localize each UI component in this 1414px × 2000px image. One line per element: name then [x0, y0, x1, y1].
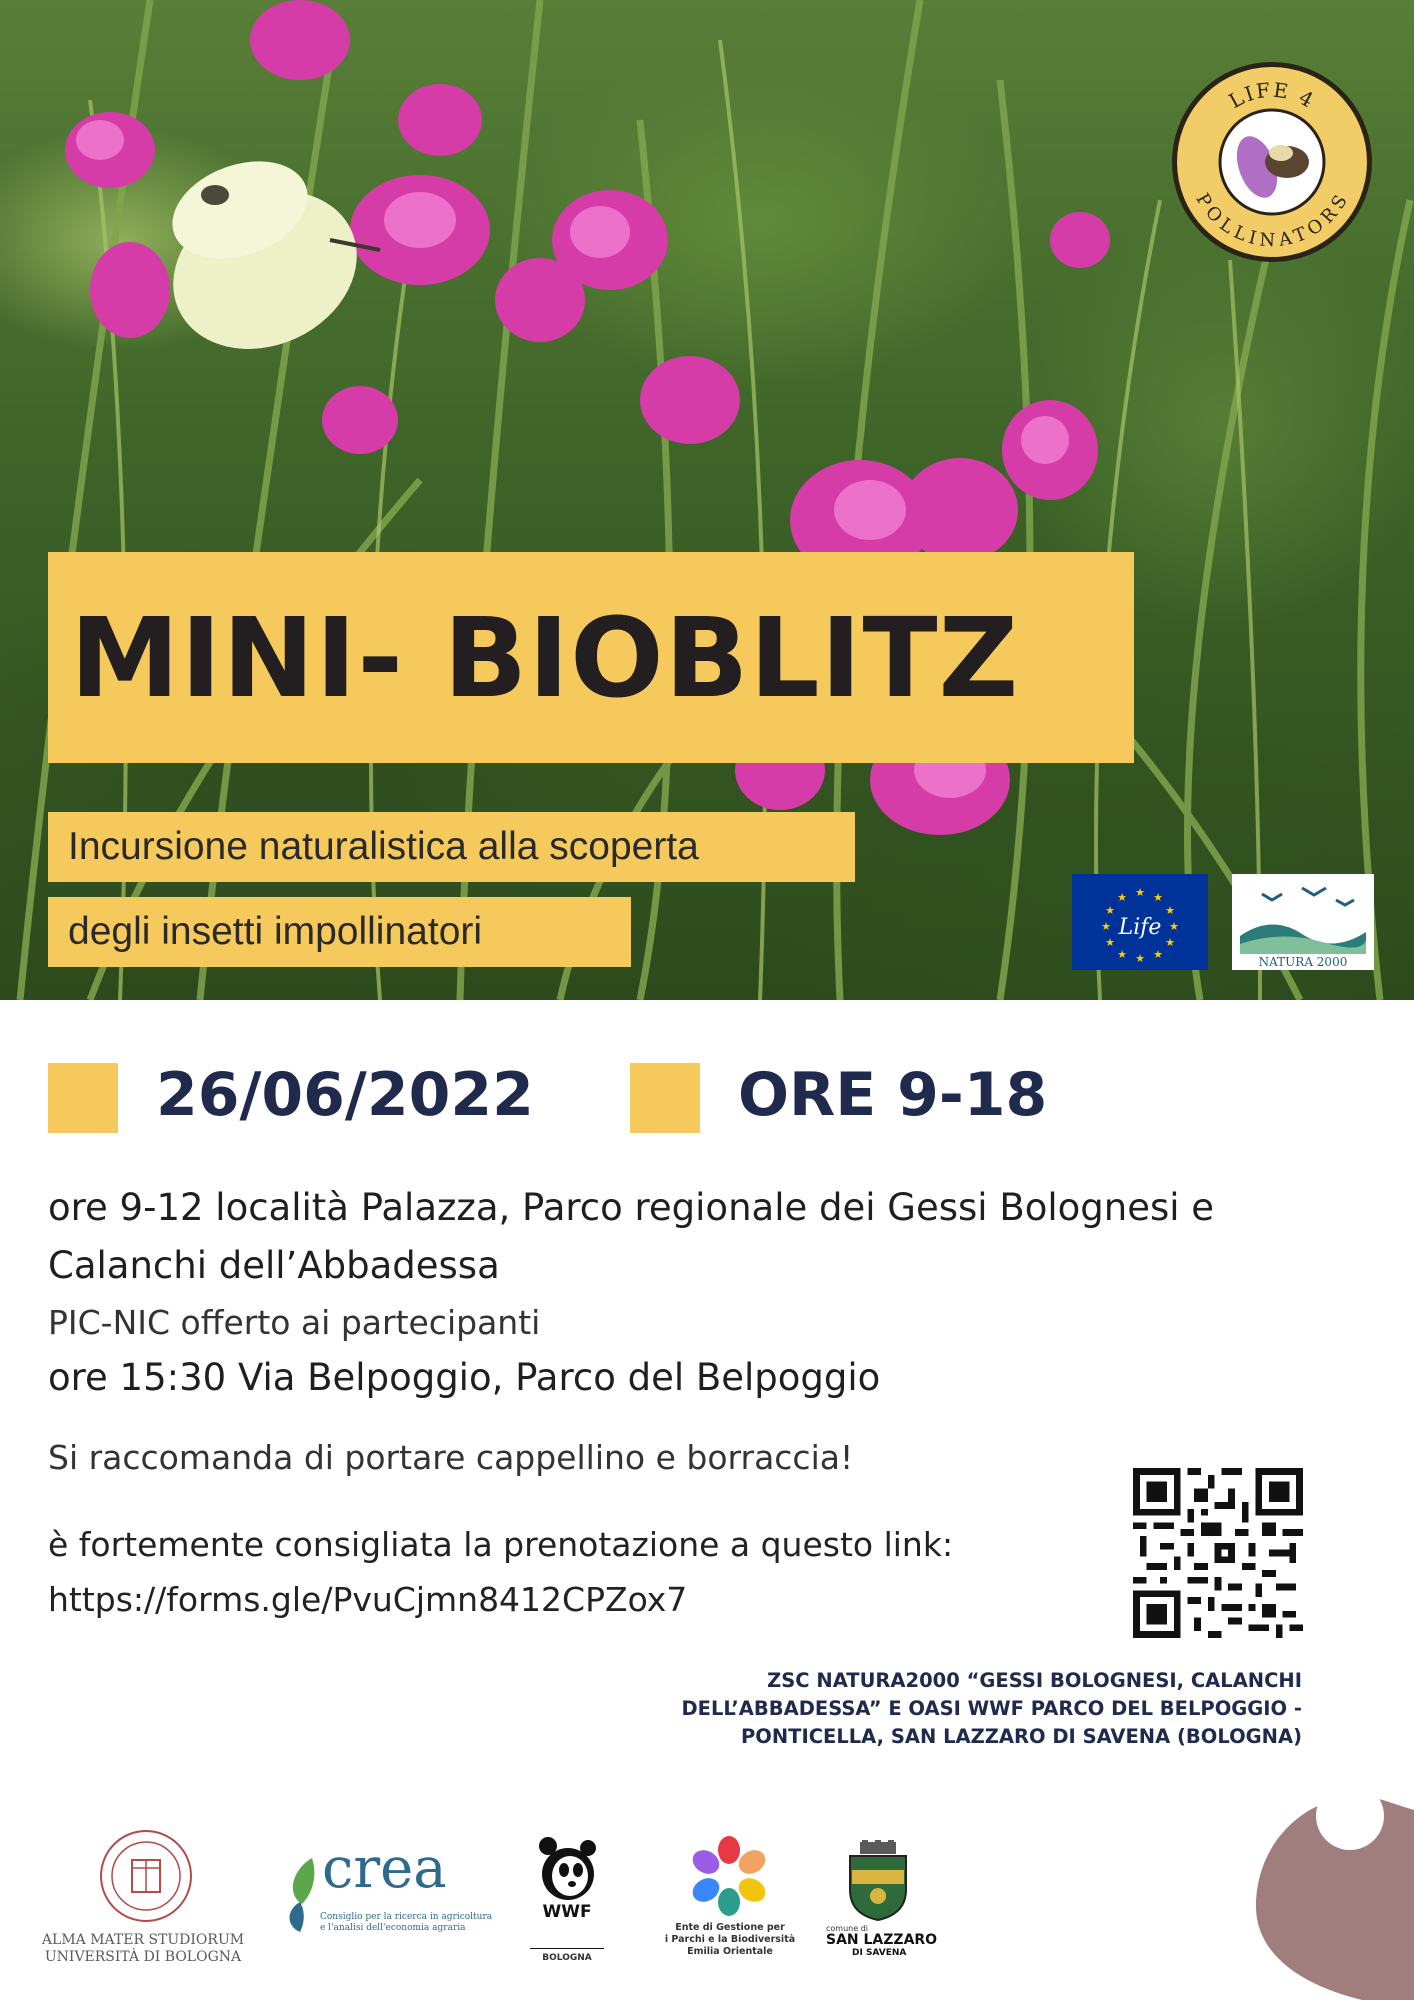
svg-text:★: ★	[1165, 936, 1175, 949]
subtitle-line-2: degli insetti impollinatori	[48, 897, 631, 967]
hours-marker	[630, 1063, 700, 1133]
svg-text:★: ★	[1153, 948, 1163, 961]
eu-life-logo	[1072, 874, 1208, 970]
qr-code[interactable]	[1133, 1468, 1303, 1638]
unibo-seal-icon	[98, 1828, 194, 1924]
subtitle-line-1: Incursione naturalistica alla scoperta	[48, 812, 855, 882]
location-line-1: ZSC NATURA2000 “GESSI BOLOGNESI, CALANCHI	[767, 1669, 1302, 1692]
crea-caption: Consiglio per la ricerca in agricoltura e l'analisi dell'economia agraria	[320, 1912, 493, 1933]
svg-text:★: ★	[1153, 891, 1163, 904]
svg-text:★: ★	[1101, 920, 1111, 933]
parchi-flower-icon	[684, 1834, 774, 1918]
morning-schedule-line-2: Calanchi dell’Abbadessa	[48, 1244, 500, 1287]
svg-text:★: ★	[1117, 891, 1127, 904]
life4pollinators-logo	[1172, 62, 1372, 262]
location-description	[602, 1667, 1302, 1751]
svg-text:★: ★	[1165, 904, 1175, 917]
svg-text:★: ★	[1135, 952, 1145, 965]
butterfly-shape	[147, 144, 383, 378]
san-lazzaro-crest-icon	[838, 1840, 918, 1922]
svg-text:Life: Life	[1118, 915, 1162, 940]
svg-text:LIFE 4: LIFE 4	[1224, 77, 1320, 114]
san-lazzaro-small: comune di	[826, 1924, 868, 1933]
natura2000-logo	[1232, 874, 1374, 970]
unibo-caption: ALMA MATER STUDIORUM UNIVERSITÀ DI BOLOGNA	[41, 1932, 245, 1965]
wwf-city: BOLOGNA	[530, 1948, 604, 1963]
booking-text: è fortemente consigliata la prenotazione a questo link:	[48, 1525, 954, 1564]
parchi-caption: Ente di Gestione per i Parchi e la Biodiversità Emilia Orientale	[664, 1922, 796, 1957]
crea-logo-text: crea	[322, 1836, 447, 1901]
afternoon-schedule: ore 15:30 Via Belpoggio, Parco del Belpoggio	[48, 1356, 881, 1399]
svg-text:★: ★	[1105, 904, 1115, 917]
date-marker	[48, 1063, 118, 1133]
recommendation-note: Si raccomanda di portare cappellino e borraccia!	[48, 1438, 854, 1477]
wwf-panda-icon	[532, 1836, 602, 1902]
svg-text:★: ★	[1105, 936, 1115, 949]
event-hours: ORE 9-18	[738, 1060, 1048, 1130]
booking-link[interactable]: https://forms.gle/PvuCjmn8412CPZox7	[48, 1580, 688, 1619]
svg-text:NATURA 2000: NATURA 2000	[1258, 955, 1348, 969]
picnic-note: PIC-NIC offerto ai partecipanti	[48, 1303, 541, 1342]
map-pin-icon	[1244, 1716, 1414, 2000]
title-banner	[48, 552, 1134, 763]
san-lazzaro-name: SAN LAZZARO	[826, 1932, 938, 1948]
location-line-2: DELL’ABBADESSA” E OASI WWF PARCO DEL BELPOGGIO -	[681, 1697, 1302, 1720]
svg-text:★: ★	[1117, 948, 1127, 961]
svg-text:POLLINATORS: POLLINATORS	[1191, 189, 1353, 252]
svg-text:★: ★	[1135, 886, 1145, 899]
morning-schedule-line-1: ore 9-12 località Palazza, Parco regionale dei Gessi Bolognesi e	[48, 1186, 1215, 1229]
event-date: 26/06/2022	[156, 1060, 534, 1130]
san-lazzaro-sub: DI SAVENA	[852, 1948, 907, 1958]
location-line-3: PONTICELLA, SAN LAZZARO DI SAVENA (BOLOGNA)	[740, 1725, 1302, 1748]
page-title: MINI- BIOBLITZ	[70, 593, 1020, 722]
wwf-logo-text: WWF	[542, 1902, 592, 1922]
svg-text:★: ★	[1169, 920, 1179, 933]
